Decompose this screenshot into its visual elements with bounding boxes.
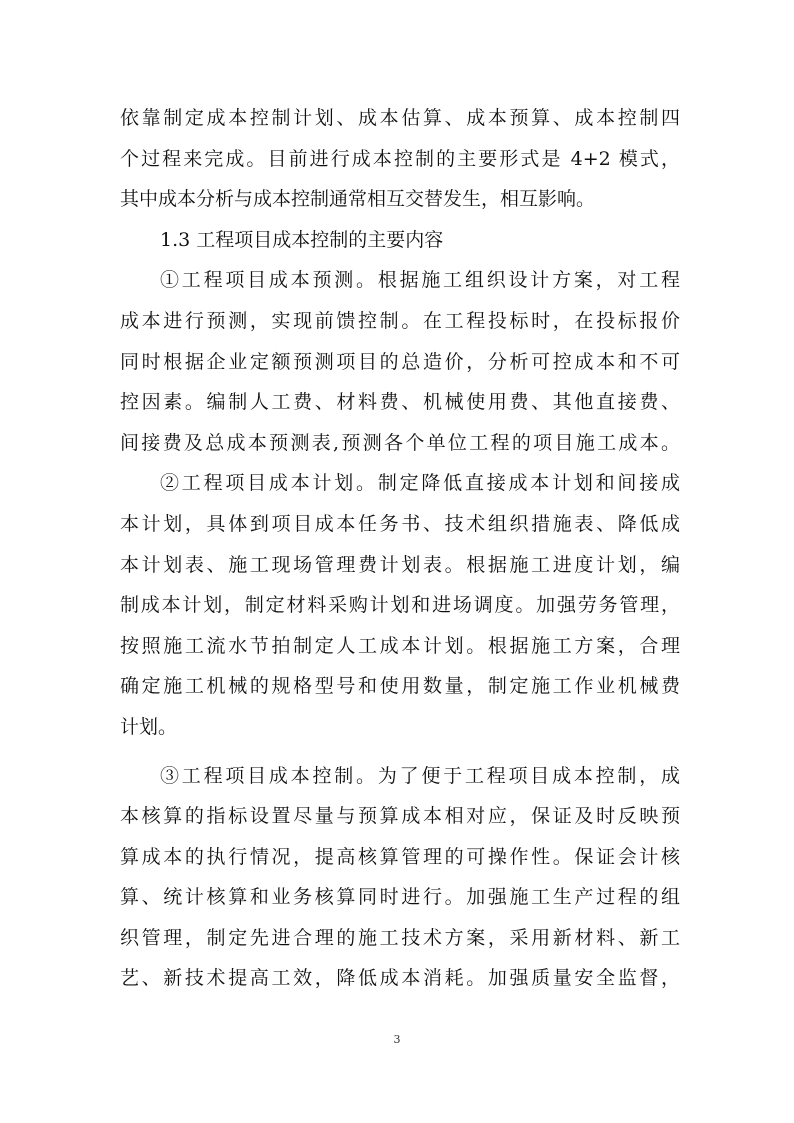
text-line: 艺、新技术提高工效，降低成本消耗。加强质量安全监督， (120, 967, 680, 990)
text-line: 织管理，制定先进合理的施工技术方案，采用新材料、新工 (120, 926, 680, 949)
text-line: 本核算的指标设置尽量与预算成本相对应，保证及时反映预 (120, 805, 680, 828)
text-line: 依靠制定成本控制计划、成本估算、成本预算、成本控制四 (120, 107, 680, 129)
paragraph-cost-forecast (120, 260, 680, 463)
text-line: 间接费及总成本预测表,预测各个单位工程的项目施工成本。 (120, 431, 680, 454)
text-line: 同时根据企业定额预测项目的总造价，分析可控成本和不可 (120, 350, 680, 373)
text-line: 制成本计划，制定材料采购计划和进场调度。加强劳务管理， (120, 594, 680, 617)
paragraph-cost-plan (120, 463, 680, 747)
text-line: 算、统计核算和业务核算同时进行。加强施工生产过程的组 (120, 886, 680, 909)
text-line: 确定施工机械的规格型号和使用数量，制定施工作业机械费 (120, 675, 680, 698)
text-line: 成本进行预测，实现前馈控制。在工程投标时，在投标报价 (120, 309, 680, 332)
section-heading (120, 220, 680, 261)
text-line: 其中成本分析与成本控制通常相互交替发生，相互影响。 (120, 188, 596, 211)
paragraph-spacer (120, 748, 680, 756)
section-heading-text: 1.3 工程项目成本控制的主要内容 (160, 228, 444, 251)
document-body (120, 98, 680, 999)
paragraph-cost-control (120, 756, 680, 1000)
text-line: 本计划，具体到项目成本任务书、技术组织措施表、降低成 (120, 512, 680, 535)
text-line: 控因素。编制人工费、材料费、机械使用费、其他直接费、 (120, 391, 680, 414)
page-number: 3 (393, 1033, 401, 1046)
text-line: 按照施工流水节拍制定人工成本计划。根据施工方案，合理 (120, 634, 680, 657)
text-line: ①工程项目成本预测。根据施工组织设计方案，对工程 (160, 269, 680, 292)
text-line: 本计划表、施工现场管理费计划表。根据施工进度计划，编 (120, 553, 680, 576)
text-line: ③工程项目成本控制。为了便于工程项目成本控制，成 (160, 764, 680, 787)
text-line: 算成本的执行情况，提高核算管理的可操作性。保证会计核 (120, 845, 680, 868)
text-line: 计划。 (120, 715, 178, 738)
text-line: ②工程项目成本计划。制定降低直接成本计划和间接成 (160, 472, 680, 495)
text-line: 个过程来完成。目前进行成本控制的主要形式是 4+2 模式， (120, 147, 680, 170)
paragraph-continuation (120, 98, 680, 220)
